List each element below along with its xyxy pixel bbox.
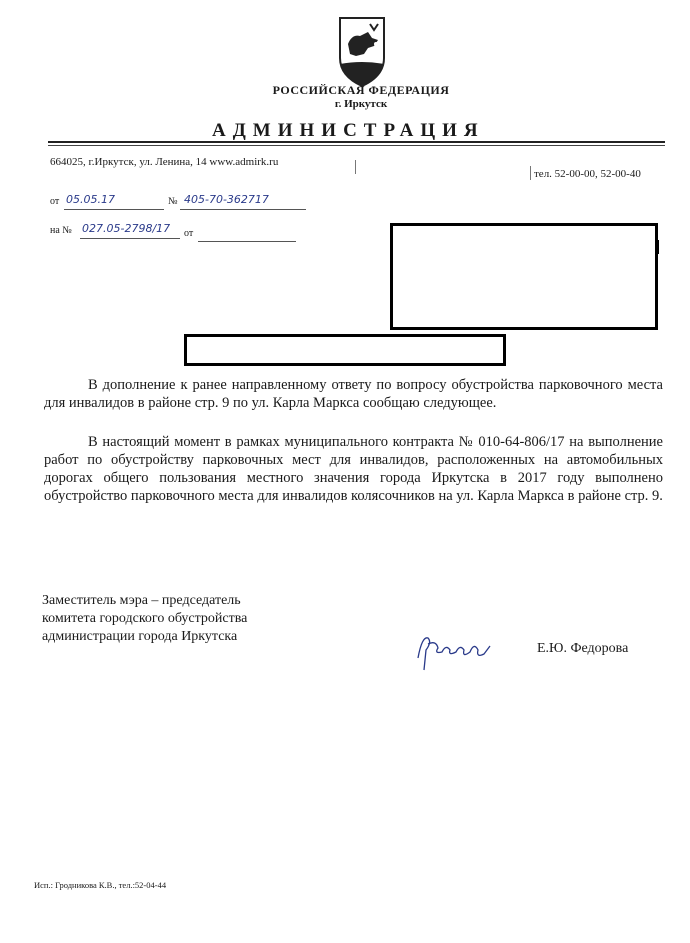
number-underline — [180, 209, 306, 210]
country-name: РОССИЙСКАЯ ФЕДЕРАЦИЯ — [272, 83, 450, 97]
reply-number-label: на № — [50, 225, 72, 236]
redaction-edge-mark — [657, 240, 659, 254]
signatory-title-line: Заместитель мэра – председатель — [42, 593, 241, 608]
signatory-title-line: администрации города Иркутска — [42, 629, 238, 644]
signatory-title — [42, 592, 247, 646]
organization-title: АДМИНИСТРАЦИЯ — [212, 120, 485, 141]
header-divider — [48, 141, 665, 143]
redacted-salutation — [184, 334, 506, 366]
redacted-addressee-block — [390, 223, 658, 330]
reply-number-underline — [80, 238, 180, 239]
date-value: 05.05.17 — [66, 193, 115, 206]
reply-date-underline — [198, 241, 296, 242]
reply-date-label: от — [184, 228, 194, 239]
coat-of-arms-icon — [334, 14, 390, 88]
number-label: № — [168, 196, 178, 207]
body-paragraph-1: В дополнение к ранее направленному ответу по вопросу обустройства парковочного места для инвалидов в районе стр. 9 по ул. Карла Маркса сообщаю следующее. — [44, 377, 663, 411]
separator-tick — [355, 160, 356, 174]
signatory-name: Е.Ю. Федорова — [537, 641, 629, 656]
executor-info: Исп.: Гродникова К.В., тел.:52-04-44 — [34, 880, 167, 890]
separator-tick — [530, 166, 531, 180]
handwritten-signature — [414, 628, 496, 674]
reply-number-value: 027.05-2798/17 — [82, 222, 171, 235]
date-label: от — [50, 196, 60, 207]
city-name: г. Иркутск — [334, 98, 388, 110]
header-divider-thin — [48, 145, 665, 146]
signatory-title-line: комитета городского обустройства — [42, 611, 248, 626]
number-value: 405-70-362717 — [184, 193, 269, 206]
organization-address: 664025, г.Иркутск, ул. Ленина, 14 www.admirk.ru — [50, 156, 279, 168]
organization-phone: тел. 52-00-00, 52-00-40 — [534, 168, 641, 180]
date-underline — [64, 209, 164, 210]
body-paragraph-2: В настоящий момент в рамках муниципального контракта № 010-64-806/17 на выполнение работ по обустройству парковочных мест для инвалидов, расположенных на автомобильных дорогах общего пользования местного значения города Иркутска в 2017 году выполнено обустройство парковочного места для инвалидов колясочников на ул. Карла Маркса в районе стр. 9. — [44, 434, 663, 504]
